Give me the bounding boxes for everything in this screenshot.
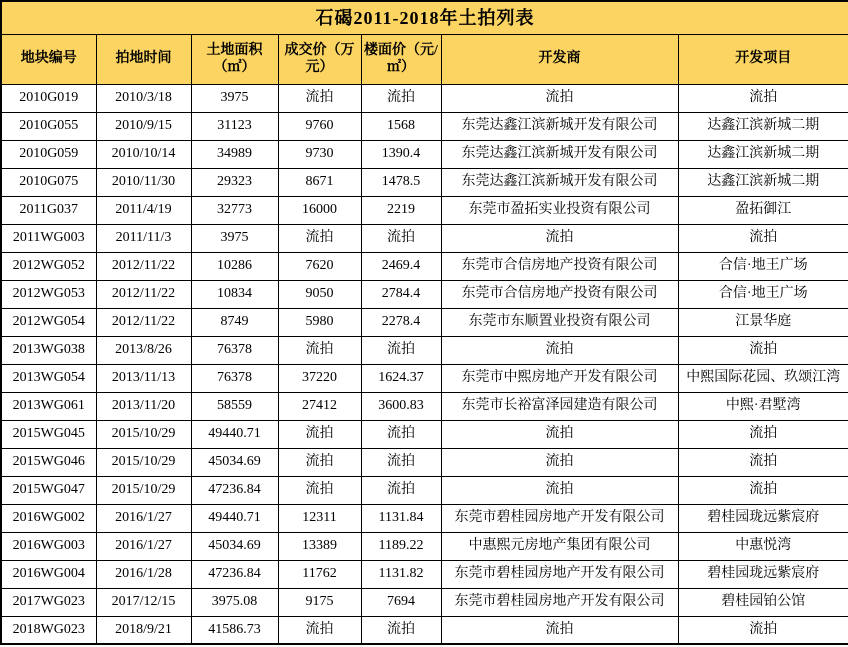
header-row (1, 34, 848, 84)
cell-project: 流拍 (678, 448, 848, 476)
cell-floor_price: 1390.4 (361, 140, 441, 168)
table-body (1, 84, 848, 644)
cell-project: 流拍 (678, 616, 848, 644)
cell-auction_date: 2018/9/21 (96, 616, 191, 644)
column-header-plot_id: 地块编号 (1, 34, 96, 84)
cell-deal_price: 9175 (278, 588, 361, 616)
cell-plot_id: 2013WG054 (1, 364, 96, 392)
title-row (1, 1, 848, 34)
cell-deal_price: 37220 (278, 364, 361, 392)
cell-project: 达鑫江滨新城二期 (678, 140, 848, 168)
table-row (1, 616, 848, 644)
cell-auction_date: 2010/3/18 (96, 84, 191, 112)
cell-floor_price: 流拍 (361, 84, 441, 112)
cell-auction_date: 2012/11/22 (96, 280, 191, 308)
cell-floor_price: 流拍 (361, 420, 441, 448)
cell-auction_date: 2013/8/26 (96, 336, 191, 364)
cell-plot_id: 2010G059 (1, 140, 96, 168)
cell-project: 合信·地王广场 (678, 252, 848, 280)
cell-deal_price: 7620 (278, 252, 361, 280)
table-row (1, 168, 848, 196)
cell-auction_date: 2011/4/19 (96, 196, 191, 224)
cell-land_area: 34989 (191, 140, 278, 168)
cell-deal_price: 流拍 (278, 224, 361, 252)
cell-deal_price: 13389 (278, 532, 361, 560)
table-row (1, 364, 848, 392)
cell-plot_id: 2011G037 (1, 196, 96, 224)
cell-floor_price: 1568 (361, 112, 441, 140)
cell-land_area: 3975 (191, 84, 278, 112)
cell-auction_date: 2016/1/27 (96, 532, 191, 560)
table-row (1, 336, 848, 364)
cell-auction_date: 2010/10/14 (96, 140, 191, 168)
column-header-deal_price: 成交价（万元） (278, 34, 361, 84)
cell-floor_price: 1131.82 (361, 560, 441, 588)
cell-project: 盈拓御江 (678, 196, 848, 224)
cell-land_area: 3975 (191, 224, 278, 252)
cell-floor_price: 流拍 (361, 448, 441, 476)
table-row (1, 448, 848, 476)
table-row (1, 560, 848, 588)
cell-land_area: 49440.71 (191, 420, 278, 448)
cell-deal_price: 9730 (278, 140, 361, 168)
cell-deal_price: 流拍 (278, 420, 361, 448)
cell-land_area: 10834 (191, 280, 278, 308)
cell-land_area: 45034.69 (191, 532, 278, 560)
table-row (1, 252, 848, 280)
cell-developer: 东莞市盈拓实业投资有限公司 (441, 196, 678, 224)
cell-deal_price: 16000 (278, 196, 361, 224)
cell-plot_id: 2013WG038 (1, 336, 96, 364)
cell-deal_price: 8671 (278, 168, 361, 196)
column-header-auction_date: 拍地时间 (96, 34, 191, 84)
cell-land_area: 31123 (191, 112, 278, 140)
cell-developer: 流拍 (441, 224, 678, 252)
cell-project: 流拍 (678, 336, 848, 364)
cell-auction_date: 2016/1/28 (96, 560, 191, 588)
cell-developer: 流拍 (441, 448, 678, 476)
cell-floor_price: 1189.22 (361, 532, 441, 560)
cell-floor_price: 流拍 (361, 616, 441, 644)
cell-auction_date: 2010/11/30 (96, 168, 191, 196)
cell-developer: 东莞市碧桂园房地产开发有限公司 (441, 588, 678, 616)
cell-plot_id: 2016WG003 (1, 532, 96, 560)
cell-land_area: 45034.69 (191, 448, 278, 476)
cell-developer: 中惠熙元房地产集团有限公司 (441, 532, 678, 560)
cell-developer: 东莞市长裕富泽园建造有限公司 (441, 392, 678, 420)
cell-floor_price: 2219 (361, 196, 441, 224)
cell-land_area: 3975.08 (191, 588, 278, 616)
table-row (1, 588, 848, 616)
cell-project: 流拍 (678, 420, 848, 448)
cell-plot_id: 2016WG002 (1, 504, 96, 532)
cell-deal_price: 9760 (278, 112, 361, 140)
cell-developer: 流拍 (441, 420, 678, 448)
cell-deal_price: 11762 (278, 560, 361, 588)
cell-plot_id: 2015WG047 (1, 476, 96, 504)
cell-auction_date: 2016/1/27 (96, 504, 191, 532)
cell-developer: 东莞市碧桂园房地产开发有限公司 (441, 560, 678, 588)
cell-developer: 流拍 (441, 336, 678, 364)
cell-project: 达鑫江滨新城二期 (678, 112, 848, 140)
cell-auction_date: 2013/11/20 (96, 392, 191, 420)
table-row (1, 196, 848, 224)
cell-land_area: 8749 (191, 308, 278, 336)
cell-floor_price: 2278.4 (361, 308, 441, 336)
cell-developer: 流拍 (441, 616, 678, 644)
cell-land_area: 47236.84 (191, 476, 278, 504)
cell-deal_price: 27412 (278, 392, 361, 420)
cell-deal_price: 12311 (278, 504, 361, 532)
cell-floor_price: 3600.83 (361, 392, 441, 420)
cell-deal_price: 流拍 (278, 476, 361, 504)
cell-plot_id: 2012WG053 (1, 280, 96, 308)
cell-developer: 东莞达鑫江滨新城开发有限公司 (441, 168, 678, 196)
cell-auction_date: 2012/11/22 (96, 308, 191, 336)
cell-floor_price: 1624.37 (361, 364, 441, 392)
table-row (1, 280, 848, 308)
cell-project: 碧桂园珑远紫宸府 (678, 560, 848, 588)
cell-project: 合信·地王广场 (678, 280, 848, 308)
cell-land_area: 58559 (191, 392, 278, 420)
cell-plot_id: 2012WG052 (1, 252, 96, 280)
cell-floor_price: 1478.5 (361, 168, 441, 196)
cell-floor_price: 2784.4 (361, 280, 441, 308)
cell-deal_price: 流拍 (278, 84, 361, 112)
column-header-developer: 开发商 (441, 34, 678, 84)
cell-developer: 流拍 (441, 476, 678, 504)
cell-land_area: 76378 (191, 364, 278, 392)
cell-plot_id: 2015WG045 (1, 420, 96, 448)
cell-land_area: 76378 (191, 336, 278, 364)
table-row (1, 308, 848, 336)
column-header-land_area: 土地面积（㎡） (191, 34, 278, 84)
cell-floor_price: 流拍 (361, 336, 441, 364)
table-row (1, 112, 848, 140)
cell-deal_price: 9050 (278, 280, 361, 308)
cell-auction_date: 2015/10/29 (96, 420, 191, 448)
cell-land_area: 41586.73 (191, 616, 278, 644)
table-row (1, 476, 848, 504)
cell-auction_date: 2015/10/29 (96, 476, 191, 504)
cell-project: 达鑫江滨新城二期 (678, 168, 848, 196)
cell-land_area: 49440.71 (191, 504, 278, 532)
table-title: 石碣2011-2018年土拍列表 (1, 1, 848, 34)
cell-project: 流拍 (678, 476, 848, 504)
cell-plot_id: 2017WG023 (1, 588, 96, 616)
cell-project: 碧桂园珑远紫宸府 (678, 504, 848, 532)
column-header-project: 开发项目 (678, 34, 848, 84)
cell-plot_id: 2015WG046 (1, 448, 96, 476)
cell-auction_date: 2015/10/29 (96, 448, 191, 476)
cell-project: 中熙·君墅湾 (678, 392, 848, 420)
cell-land_area: 29323 (191, 168, 278, 196)
cell-developer: 东莞达鑫江滨新城开发有限公司 (441, 140, 678, 168)
cell-land_area: 32773 (191, 196, 278, 224)
cell-plot_id: 2011WG003 (1, 224, 96, 252)
cell-land_area: 10286 (191, 252, 278, 280)
cell-developer: 东莞市碧桂园房地产开发有限公司 (441, 504, 678, 532)
cell-developer: 东莞达鑫江滨新城开发有限公司 (441, 112, 678, 140)
table-row (1, 84, 848, 112)
cell-auction_date: 2010/9/15 (96, 112, 191, 140)
table-row (1, 224, 848, 252)
cell-auction_date: 2017/12/15 (96, 588, 191, 616)
cell-auction_date: 2011/11/3 (96, 224, 191, 252)
table-row (1, 140, 848, 168)
cell-auction_date: 2013/11/13 (96, 364, 191, 392)
cell-developer: 东莞市合信房地产投资有限公司 (441, 252, 678, 280)
cell-project: 碧桂园铂公馆 (678, 588, 848, 616)
cell-auction_date: 2012/11/22 (96, 252, 191, 280)
cell-plot_id: 2010G075 (1, 168, 96, 196)
cell-plot_id: 2010G019 (1, 84, 96, 112)
table-row (1, 504, 848, 532)
cell-project: 中惠悦湾 (678, 532, 848, 560)
table-row (1, 392, 848, 420)
cell-developer: 东莞市中熙房地产开发有限公司 (441, 364, 678, 392)
cell-project: 江景华庭 (678, 308, 848, 336)
cell-floor_price: 流拍 (361, 224, 441, 252)
cell-deal_price: 5980 (278, 308, 361, 336)
cell-deal_price: 流拍 (278, 448, 361, 476)
cell-land_area: 47236.84 (191, 560, 278, 588)
cell-floor_price: 2469.4 (361, 252, 441, 280)
cell-floor_price: 流拍 (361, 476, 441, 504)
cell-developer: 东莞市东顺置业投资有限公司 (441, 308, 678, 336)
cell-plot_id: 2013WG061 (1, 392, 96, 420)
cell-project: 流拍 (678, 84, 848, 112)
cell-plot_id: 2010G055 (1, 112, 96, 140)
cell-developer: 流拍 (441, 84, 678, 112)
column-header-floor_price: 楼面价（元/㎡） (361, 34, 441, 84)
cell-plot_id: 2012WG054 (1, 308, 96, 336)
cell-deal_price: 流拍 (278, 616, 361, 644)
cell-floor_price: 7694 (361, 588, 441, 616)
cell-plot_id: 2018WG023 (1, 616, 96, 644)
cell-project: 中熙国际花园、玖颂江湾 (678, 364, 848, 392)
cell-project: 流拍 (678, 224, 848, 252)
table-row (1, 532, 848, 560)
cell-developer: 东莞市合信房地产投资有限公司 (441, 280, 678, 308)
cell-plot_id: 2016WG004 (1, 560, 96, 588)
table-row (1, 420, 848, 448)
cell-floor_price: 1131.84 (361, 504, 441, 532)
cell-deal_price: 流拍 (278, 336, 361, 364)
